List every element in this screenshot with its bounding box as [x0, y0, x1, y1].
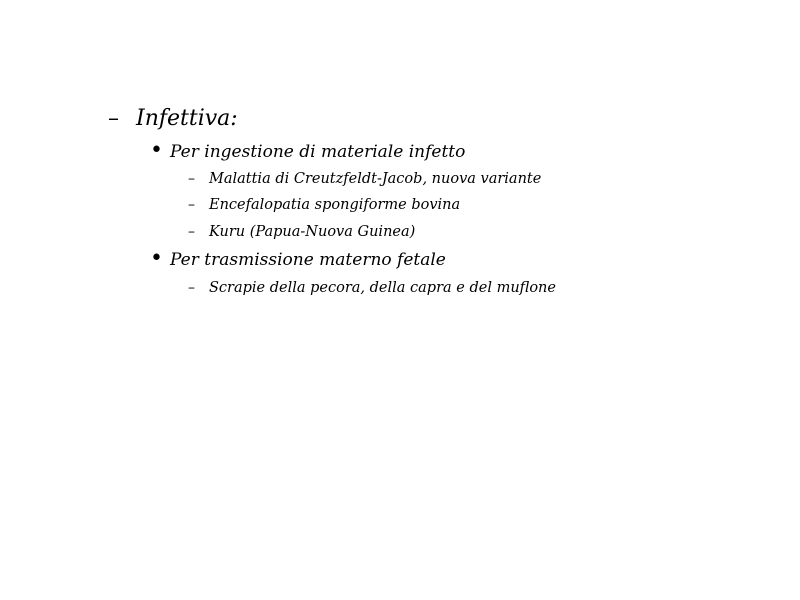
- dash-marker: –: [108, 106, 119, 131]
- sub-item-text: Kuru (Papua-Nuova Guinea): [209, 224, 416, 240]
- bullet-text: Per ingestione di materiale infetto: [170, 142, 466, 162]
- dash-marker: –: [188, 171, 195, 187]
- dash-marker: –: [188, 280, 195, 296]
- heading-text: Infettiva:: [136, 106, 238, 131]
- dash-marker: –: [188, 224, 195, 240]
- dash-marker: –: [188, 197, 195, 213]
- sub-item-text: Malattia di Creutzfeldt-Jacob, nuova variante: [209, 171, 542, 187]
- sub-item-text: Encefalopatia spongiforme bovina: [209, 197, 461, 213]
- sub-item-text: Scrapie della pecora, della capra e del muflone: [209, 280, 556, 296]
- bullet-text: Per trasmissione materno fetale: [170, 250, 446, 270]
- bullet-marker: •: [150, 246, 163, 271]
- bullet-marker: •: [150, 138, 163, 163]
